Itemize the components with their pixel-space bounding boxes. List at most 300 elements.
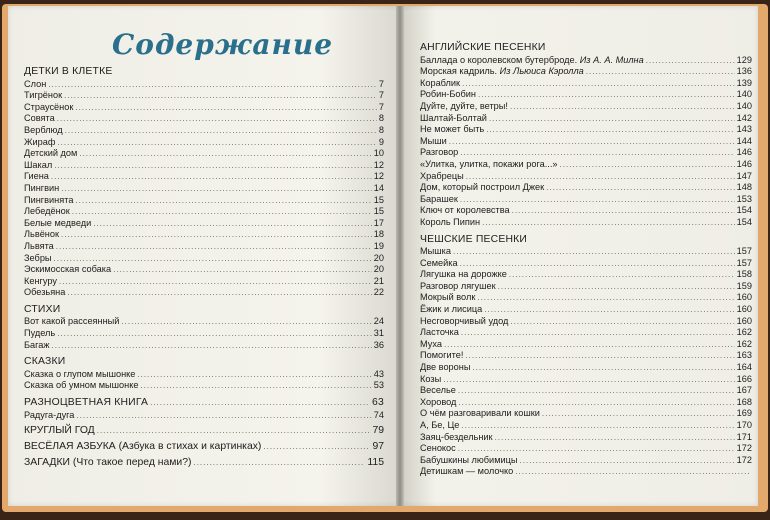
- entry-title-text: Жираф: [24, 136, 56, 147]
- page-number: 162: [736, 338, 752, 349]
- dot-leader: [453, 246, 735, 258]
- entry-title-text: Пингвин: [24, 182, 60, 193]
- entry-title-text: Слон: [24, 78, 47, 89]
- toc-entry: [24, 79, 384, 91]
- toc-entry: [420, 304, 752, 316]
- dot-leader: [484, 304, 734, 316]
- dot-leader: [76, 410, 371, 422]
- dot-leader: [542, 408, 735, 420]
- page-number: 142: [736, 112, 752, 123]
- entry-title-text: Дом, который построил Джек: [420, 182, 545, 193]
- page-number: 160: [736, 292, 752, 303]
- page-title: Содержание: [112, 28, 334, 61]
- entry-title-text: РАЗНОЦВЕТНАЯ КНИГА: [24, 397, 149, 409]
- entry-title: [420, 420, 459, 432]
- entry-title-text: Хоровод: [420, 396, 457, 407]
- dot-leader: [54, 253, 372, 265]
- dot-leader: [458, 397, 734, 409]
- page-number: 139: [736, 77, 752, 88]
- page-number: 143: [736, 124, 752, 135]
- entry-author: Из Льюиса Кэролла: [499, 66, 584, 77]
- toc-entry: [24, 113, 384, 125]
- toc-entry: [420, 339, 752, 351]
- section-heading: [24, 397, 384, 409]
- page-number: 157: [736, 257, 752, 268]
- dot-leader: [67, 287, 371, 299]
- section-heading-entry: [24, 424, 384, 437]
- toc-entry: [24, 160, 384, 172]
- entry-title-text: ВЕСЁЛАЯ АЗБУКА (Азбука в стихах и картинках): [24, 441, 262, 453]
- toc-entry: [24, 125, 384, 137]
- toc-entry: [420, 171, 752, 183]
- entry-title: [420, 339, 442, 351]
- dot-leader: [57, 113, 377, 125]
- entry-title: [420, 89, 476, 101]
- toc-entry: [420, 316, 752, 328]
- page-number: 17: [373, 217, 384, 228]
- entry-title: [420, 466, 513, 478]
- entry-title-text: Сказка об умном мышонке: [24, 380, 139, 391]
- entry-title-text: Кенгуру: [24, 275, 57, 286]
- dot-leader: [75, 195, 371, 207]
- dot-leader: [65, 125, 377, 137]
- entry-title: [420, 269, 507, 281]
- toc-entry: [24, 264, 384, 276]
- entry-title-text: Зебры: [24, 252, 52, 263]
- toc-entry: [420, 194, 752, 206]
- page-number: 20: [373, 252, 384, 263]
- entry-title-text: Козы: [420, 373, 442, 384]
- section-heading-entry: [24, 440, 384, 453]
- entry-title: [420, 258, 458, 270]
- section-heading: СКАЗКИ: [24, 356, 66, 368]
- page-number: 115: [367, 457, 384, 469]
- entry-title: [24, 125, 63, 137]
- entry-title-text: Помогите!: [420, 350, 464, 361]
- toc-entry: [420, 182, 752, 194]
- entry-title: [24, 340, 50, 352]
- dot-leader: [466, 171, 735, 183]
- entry-title: [24, 369, 135, 381]
- toc-entry: [420, 408, 752, 420]
- dot-leader: [489, 113, 735, 125]
- page-number: 18: [373, 229, 384, 240]
- toc-entry: [24, 90, 384, 102]
- entry-title-text: Дуйте, дуйте, ветры!: [420, 100, 508, 111]
- toc-entry: [24, 218, 384, 230]
- page-number: 7: [378, 78, 384, 89]
- entry-title: [24, 229, 59, 241]
- entry-title: [420, 171, 464, 183]
- dot-leader: [560, 159, 735, 171]
- entry-title-text: Король Пипин: [420, 216, 481, 227]
- entry-title: [420, 397, 456, 409]
- entry-title: [420, 217, 480, 229]
- page-number: 160: [736, 315, 752, 326]
- dot-leader: [150, 397, 370, 409]
- page-number: 172: [736, 443, 752, 454]
- entry-title-text: А, Бе, Це: [420, 420, 460, 430]
- entry-title-text: КРУГЛЫЙ ГОД: [24, 425, 95, 437]
- page-number: 20: [373, 264, 384, 275]
- entry-title-text: Детский дом: [24, 148, 78, 159]
- toc-entry: [24, 171, 384, 183]
- entry-title-text: Шакал: [24, 159, 53, 170]
- entry-title-text: Заяц-бездельник: [420, 431, 493, 442]
- toc-entry: [24, 137, 384, 149]
- entry-title-text: Ключ от королевства: [420, 205, 510, 216]
- page-number: 167: [736, 385, 752, 396]
- entry-title-text: Сенокос: [420, 443, 456, 454]
- dot-leader: [263, 440, 370, 453]
- toc-entry: [420, 269, 752, 281]
- page-number: 166: [736, 373, 752, 384]
- entry-title-text: Кораблик: [420, 77, 461, 88]
- entry-title-text: Страусёнок: [24, 101, 74, 112]
- entry-title-text: Детишкам — молочко: [420, 466, 514, 477]
- entry-title: [420, 194, 458, 206]
- dot-leader: [461, 420, 734, 432]
- dot-leader: [57, 137, 376, 149]
- page-number: 140: [736, 89, 752, 100]
- entry-title-text: Бабушкины любимицы: [420, 454, 518, 465]
- dot-leader: [465, 350, 734, 362]
- right-contents-column: [420, 42, 752, 478]
- toc-entry: [420, 159, 752, 171]
- page-number: 74: [373, 409, 384, 420]
- entry-title: [24, 195, 73, 207]
- toc-entry: [420, 136, 752, 148]
- dot-leader: [510, 101, 735, 113]
- toc-entry: [420, 385, 752, 397]
- entry-title-text: Разговор лягушек: [420, 280, 496, 291]
- entry-title-text: Пудель: [24, 328, 56, 339]
- dot-leader: [498, 281, 735, 293]
- dot-leader: [509, 269, 735, 281]
- dot-leader: [140, 380, 371, 392]
- entry-title-text: Две вороны: [420, 362, 471, 373]
- entry-title: [420, 292, 475, 304]
- entry-title-text: Львята: [24, 240, 54, 251]
- entry-title: [420, 350, 463, 362]
- entry-title-text: Радуга-дуга: [24, 409, 75, 420]
- entry-title: [420, 374, 441, 386]
- entry-title-text: Сказка о глупом мышонке: [24, 368, 136, 379]
- page-number: 170: [736, 420, 752, 430]
- dot-leader: [137, 369, 371, 381]
- dot-leader: [56, 241, 372, 253]
- page-number: 154: [736, 205, 752, 216]
- entry-title: [420, 124, 484, 136]
- entry-title: [420, 182, 544, 194]
- section-heading: АНГЛИЙСКИЕ ПЕСЕНКИ: [420, 42, 546, 53]
- dot-leader: [52, 340, 372, 352]
- dot-leader: [72, 206, 372, 218]
- toc-entry: [420, 217, 752, 229]
- entry-title-text: Лебедёнок: [24, 206, 70, 217]
- toc-entry: [420, 89, 752, 101]
- entry-title: [24, 440, 261, 453]
- entry-title: [420, 385, 456, 397]
- toc-entry: [24, 253, 384, 265]
- page-number: 136: [736, 66, 752, 77]
- entry-title-text: ЗАГАДКИ (Что такое перед нами?): [24, 457, 192, 469]
- page-number: 129: [736, 54, 752, 65]
- toc-entry: [420, 55, 752, 67]
- left-contents-column: [24, 66, 384, 469]
- toc-entry: [420, 205, 752, 217]
- toc-entry: [420, 443, 752, 455]
- page-number: 8: [378, 113, 384, 124]
- dot-leader: [510, 316, 734, 328]
- page-number: 63: [372, 397, 384, 409]
- entry-title: [24, 102, 73, 114]
- dot-leader: [75, 102, 377, 114]
- toc-entry: [24, 410, 384, 422]
- dot-leader: [546, 182, 735, 194]
- entry-title: [24, 160, 52, 172]
- toc-entry: [24, 102, 384, 114]
- dot-leader: [477, 292, 734, 304]
- entry-title: [24, 410, 74, 422]
- section-heading: ДЕТКИ В КЛЕТКЕ: [24, 66, 113, 77]
- page-number: 160: [736, 304, 752, 315]
- entry-title: [420, 304, 482, 316]
- dot-leader: [61, 183, 372, 195]
- page-number: 79: [372, 425, 384, 437]
- entry-title: [24, 206, 70, 218]
- entry-title-text: Тигрёнок: [24, 90, 63, 101]
- entry-title: [420, 327, 459, 339]
- page-number: 14: [373, 182, 384, 193]
- entry-title: [24, 380, 138, 392]
- entry-title-text: Ласточка: [420, 327, 459, 338]
- dot-leader: [478, 89, 735, 101]
- entry-title-text: Несговорчивый удод: [420, 315, 509, 326]
- entry-title: [420, 136, 447, 148]
- toc-entry: [420, 374, 752, 386]
- page-number: 24: [373, 316, 384, 327]
- page-number: 146: [736, 147, 752, 158]
- book-spine: [396, 6, 404, 506]
- page-number: 169: [736, 408, 752, 419]
- toc-entry: [420, 66, 752, 78]
- toc-entry: [420, 350, 752, 362]
- entry-title-text: Мышка: [420, 246, 451, 257]
- entry-title-text: Пингвинята: [24, 194, 74, 205]
- entry-title: [420, 443, 456, 455]
- entry-title-text: Семейка: [420, 257, 458, 268]
- dot-leader: [458, 443, 735, 455]
- page-number: 97: [372, 441, 384, 453]
- entry-title-text: Муха: [420, 338, 442, 349]
- toc-entry: [24, 340, 384, 352]
- entry-title: [24, 79, 46, 91]
- page-number: 172: [736, 454, 752, 465]
- page-number: 12: [373, 159, 384, 170]
- entry-title-text: Морская кадриль.: [420, 66, 498, 77]
- toc-entry: [24, 328, 384, 340]
- page-number: 22: [373, 287, 384, 298]
- entry-title-text: Веселье: [420, 385, 456, 396]
- entry-title-text: Ёжик и лисица: [420, 304, 483, 315]
- dot-leader: [48, 79, 377, 91]
- entry-title-text: Вот какой рассеянный: [24, 316, 120, 327]
- entry-title-text: Баллада о королевском бутерброде.: [420, 54, 578, 65]
- page-number: 43: [373, 368, 384, 379]
- entry-title: [420, 159, 558, 171]
- toc-entry: [420, 362, 752, 374]
- entry-title-text: Разговор: [420, 147, 459, 158]
- toc-entry: [420, 113, 752, 125]
- page-number: 7: [378, 90, 384, 101]
- toc-entry: [420, 397, 752, 409]
- dot-leader: [460, 258, 735, 270]
- entry-title-text: Мыши: [420, 135, 447, 146]
- toc-entry: [24, 241, 384, 253]
- entry-title-text: Не может быть: [420, 124, 485, 135]
- entry-title: [24, 424, 95, 437]
- toc-entry: [420, 258, 752, 270]
- dot-leader: [482, 217, 735, 229]
- page-number: 162: [736, 327, 752, 338]
- page-number: 171: [736, 431, 752, 442]
- toc-entry: [24, 316, 384, 328]
- toc-entry: [24, 276, 384, 288]
- toc-entry: [420, 455, 752, 467]
- entry-title: [420, 246, 451, 258]
- entry-title-text: Багаж: [24, 339, 50, 350]
- entry-title: [420, 205, 510, 217]
- page-number: 9: [378, 136, 384, 147]
- page-number: 164: [736, 362, 752, 373]
- dot-leader: [458, 385, 735, 397]
- dot-leader: [449, 136, 735, 148]
- entry-title-text: «Улитка, улитка, покажи рога...»: [420, 158, 558, 169]
- entry-title: [24, 456, 191, 469]
- toc-entry: [420, 281, 752, 293]
- page-number: 144: [736, 135, 752, 146]
- page-number: 15: [373, 194, 384, 205]
- entry-title: [24, 328, 55, 340]
- entry-title: [420, 408, 540, 420]
- entry-title: [24, 287, 65, 299]
- page-number: 21: [373, 275, 384, 286]
- page-number: 159: [736, 280, 752, 291]
- page-number: 168: [736, 396, 752, 407]
- toc-entry: [24, 148, 384, 160]
- dot-leader: [512, 205, 735, 217]
- entry-title-text: Шалтай-Болтай: [420, 112, 487, 123]
- toc-entry: [420, 327, 752, 339]
- toc-entry: [420, 124, 752, 136]
- entry-title: [420, 455, 518, 467]
- entry-title: [420, 316, 508, 328]
- entry-title-text: Храбрецы: [420, 170, 464, 181]
- dot-leader: [57, 328, 372, 340]
- page-number: 31: [373, 328, 384, 339]
- entry-title-text: Мокрый волк: [420, 292, 476, 303]
- toc-entry: [420, 246, 752, 258]
- page-number: 12: [373, 171, 384, 182]
- entry-title: [420, 113, 487, 125]
- page-number: 163: [736, 350, 752, 361]
- dot-leader: [462, 78, 735, 90]
- dot-leader: [93, 218, 372, 230]
- entry-title-text: Львёнок: [24, 229, 60, 240]
- entry-title: [24, 137, 55, 149]
- toc-entry: [420, 466, 752, 478]
- entry-author: Из А. А. Милна: [579, 54, 644, 65]
- entry-title: [420, 281, 496, 293]
- entry-title: [24, 264, 111, 276]
- entry-title: [24, 90, 62, 102]
- entry-title: [24, 253, 52, 265]
- entry-title: [420, 147, 458, 159]
- entry-title: [420, 66, 584, 78]
- dot-leader: [51, 171, 372, 183]
- dot-leader: [486, 124, 734, 136]
- toc-entry: [24, 369, 384, 381]
- section-heading-entry: [24, 456, 384, 469]
- page-number: 53: [373, 380, 384, 391]
- page-number: 147: [736, 170, 752, 181]
- dot-leader: [515, 466, 750, 478]
- dot-leader: [97, 424, 371, 437]
- entry-title: [420, 55, 644, 67]
- toc-entry: [24, 206, 384, 218]
- toc-entry: [420, 147, 752, 159]
- page-number: 15: [373, 206, 384, 217]
- dot-leader: [61, 229, 372, 241]
- page-number: 146: [736, 158, 752, 169]
- entry-title: [24, 148, 77, 160]
- entry-title-text: Лягушка на дорожке: [420, 269, 507, 280]
- section-heading: СТИХИ: [24, 303, 61, 315]
- dot-leader: [113, 264, 372, 276]
- dot-leader: [443, 374, 734, 386]
- dot-leader: [520, 455, 735, 467]
- dot-leader: [121, 316, 371, 328]
- page-number: 153: [736, 193, 752, 204]
- page-number: 140: [736, 100, 752, 111]
- toc-entry: [420, 292, 752, 304]
- toc-entry: [24, 195, 384, 207]
- dot-leader: [586, 66, 735, 78]
- entry-title: [24, 397, 148, 409]
- page-number: 8: [378, 124, 384, 135]
- entry-title-text: Робин-Бобин: [420, 89, 476, 100]
- toc-entry: [420, 420, 752, 432]
- entry-title: [24, 183, 59, 195]
- entry-title-text: О чём разговаривали кошки: [420, 408, 540, 419]
- dot-leader: [495, 432, 735, 444]
- dot-leader: [472, 362, 734, 374]
- dot-leader: [460, 194, 735, 206]
- dot-leader: [54, 160, 372, 172]
- page-number: 19: [373, 240, 384, 251]
- entry-title: [420, 78, 460, 90]
- dot-leader: [64, 90, 377, 102]
- entry-title-text: Барашек: [420, 193, 458, 204]
- section-heading: ЧЕШСКИЕ ПЕСЕНКИ: [420, 233, 528, 245]
- page-number: 154: [736, 216, 752, 227]
- page-number: 158: [736, 269, 752, 280]
- entry-title-text: Белые медведи: [24, 217, 92, 228]
- entry-title: [24, 171, 49, 183]
- dot-leader: [444, 339, 735, 351]
- page-number: 148: [736, 182, 752, 193]
